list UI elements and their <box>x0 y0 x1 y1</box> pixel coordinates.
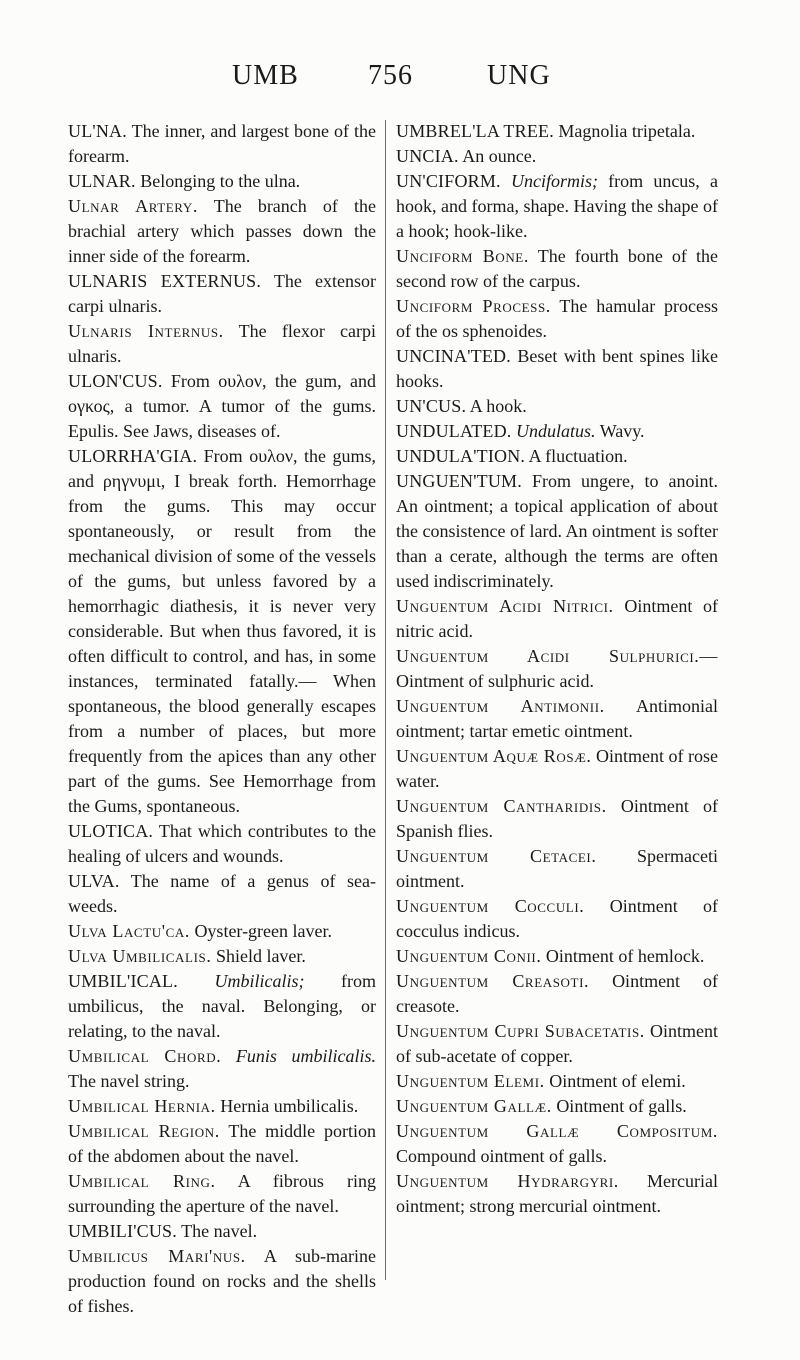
entry-headword: UMBIL'ICAL. <box>68 971 178 991</box>
entry-headword: Ulnaris Internus. <box>68 321 224 341</box>
entry-definition: Spermaceti ointment. <box>396 846 719 891</box>
entry-definition: Beset with bent spines like hooks. <box>396 346 718 391</box>
dictionary-entry <box>396 969 718 1019</box>
left-column <box>68 119 376 1319</box>
entry-headword: UNDULATED. <box>396 421 512 441</box>
entry-definition: Ointment of rose water. <box>396 746 719 791</box>
right-column <box>396 119 718 1219</box>
entry-definition: The name of a genus of sea-weeds. <box>68 871 376 916</box>
dictionary-entry <box>68 1094 376 1119</box>
entry-definition: Ointment of nitric acid. <box>396 596 718 641</box>
dictionary-entry <box>68 819 376 869</box>
dictionary-entry <box>396 294 718 344</box>
entry-definition: The extensor carpi ulnaris. <box>68 271 376 316</box>
dictionary-entry <box>396 469 718 594</box>
dictionary-entry <box>68 119 376 169</box>
dictionary-entry <box>396 1019 718 1069</box>
entry-definition: Ointment of galls. <box>556 1096 687 1116</box>
entry-headword: ULVA. <box>68 871 120 891</box>
dictionary-entry <box>396 944 718 969</box>
entry-headword: Unguentum Gallæ Compositum. <box>396 1121 718 1141</box>
dictionary-entry <box>396 1119 718 1169</box>
entry-definition: The navel. <box>181 1221 258 1241</box>
dictionary-entry <box>396 1069 718 1094</box>
entry-headword: Umbilical Chord. <box>68 1046 222 1066</box>
entry-headword: Umbilicus Mari'nus. <box>68 1246 246 1266</box>
entry-definition: Ointment of hemlock. <box>545 946 705 966</box>
dictionary-entry <box>68 969 376 1044</box>
entry-headword: Ulnar Artery. <box>68 196 198 216</box>
entry-headword: Unguentum Cupri Subacetatis. <box>396 1021 645 1041</box>
entry-definition: Ointment of elemi. <box>549 1071 686 1091</box>
entry-headword: Umbilical Ring. <box>68 1171 216 1191</box>
dictionary-entry <box>396 644 718 694</box>
entry-definition: Ointment of Spanish flies. <box>396 796 718 841</box>
entry-definition: from uncus, a hook, and forma, shape. Having the shape of a hook; hook-like. <box>396 171 718 241</box>
dictionary-entry <box>68 319 376 369</box>
entry-headword: ULON'CUS. <box>68 371 163 391</box>
dictionary-entry <box>396 594 718 644</box>
entry-definition: A fluctuation. <box>528 446 628 466</box>
entry-definition: From ουλον, the gums, and ρηγνυμι, I break forth. Hemorrhage from the gums. This may occur spontaneously, or result from the mechanical division of some of the vessels of the gums, but unless favored by a hemorrhagic diathesis, it is never very considerable. But when thus favored, it is often difficult to control, and has, in some instances, terminated fatally.— When spontaneous, the blood generally escapes from a number of places, but more frequently from the apices than any other part of the gums. See Hemorrhage from the Gums, spontaneous. <box>68 446 377 816</box>
entry-definition: Antimonial ointment; tartar emetic ointment. <box>396 696 718 741</box>
entry-definition: The fourth bone of the second row of the carpus. <box>396 246 718 291</box>
entry-headword: Unguentum Gallæ. <box>396 1096 552 1116</box>
entry-headword: UN'CUS. <box>396 396 467 416</box>
entry-headword: Ulva Lactu'ca. <box>68 921 190 941</box>
dictionary-entry <box>396 119 718 144</box>
entry-definition: The hamular process of the os sphenoides. <box>396 296 718 341</box>
entry-headword: ULOTICA. <box>68 821 154 841</box>
entry-definition: Wavy. <box>599 421 645 441</box>
entry-headword: Unguentum Acidi Nitrici. <box>396 596 614 616</box>
header-right-guide-word: UNG <box>487 60 551 91</box>
entry-headword: Umbilical Region. <box>68 1121 220 1141</box>
entry-latin-term: Unciformis; <box>510 171 598 191</box>
dictionary-entry <box>396 1169 718 1219</box>
dictionary-entry <box>396 744 718 794</box>
header-left-guide-word: UMB <box>232 60 299 91</box>
dictionary-entry <box>396 169 718 244</box>
entry-definition: Compound ointment of galls. <box>396 1146 607 1166</box>
entry-headword: Umbilical Hernia. <box>68 1096 216 1116</box>
dictionary-entry <box>68 1244 376 1319</box>
entry-headword: UMBREL'LA TREE. <box>396 121 554 141</box>
entry-definition: The branch of the brachial artery which passes down the inner side of the forearm. <box>68 196 376 266</box>
entry-headword: UNDULA'TION. <box>396 446 526 466</box>
entry-definition: Mercurial ointment; strong mercurial ointment. <box>396 1171 719 1216</box>
entry-definition: Magnolia tripetala. <box>558 121 696 141</box>
entry-definition: Oyster-green laver. <box>194 921 333 941</box>
dictionary-entry <box>396 144 718 169</box>
dictionary-entry <box>396 244 718 294</box>
dictionary-entry <box>68 1169 376 1219</box>
entry-headword: Unciform Process. <box>396 296 551 316</box>
entry-headword: UNGUEN'TUM. <box>396 471 522 491</box>
entry-definition: The middle portion of the abdomen about the navel. <box>68 1121 376 1166</box>
dictionary-entry <box>68 444 376 819</box>
entry-definition: from umbilicus, the naval. Belonging, or relating, to the naval. <box>68 971 376 1041</box>
dictionary-entry <box>396 844 718 894</box>
entry-headword: Unguentum Conii. <box>396 946 542 966</box>
dictionary-entry <box>396 444 718 469</box>
entry-headword: UMBILI'CUS. <box>68 1221 177 1241</box>
entry-headword: Unguentum Cetacei. <box>396 846 597 866</box>
entry-latin-term: Undulatus. <box>515 421 596 441</box>
entry-headword: ULNAR. <box>68 171 136 191</box>
entry-headword: Unguentum Aquæ Rosæ. <box>396 746 592 766</box>
entry-definition: An ounce. <box>462 146 537 166</box>
dictionary-entry <box>396 419 718 444</box>
dictionary-entry <box>68 194 376 269</box>
dictionary-entry <box>396 694 718 744</box>
dictionary-entry <box>68 269 376 319</box>
entry-headword: ULORRHA'GIA. <box>68 446 198 466</box>
entry-definition: From ουλον, the gum, and ογκος, a tumor. A tumor of the gums. Epulis. See Jaws, diseases of. <box>68 371 377 441</box>
page-number: 756 <box>368 60 413 91</box>
entry-definition: A hook. <box>469 396 527 416</box>
dictionary-entry <box>68 919 376 944</box>
entry-definition: Ointment of creasote. <box>396 971 718 1016</box>
entry-headword: ULNARIS EXTERNUS. <box>68 271 262 291</box>
entry-latin-term: Funis umbilicalis. <box>235 1046 376 1066</box>
dictionary-entry <box>68 169 376 194</box>
entry-headword: UL'NA. <box>68 121 127 141</box>
dictionary-entry <box>396 344 718 394</box>
page-header <box>0 60 800 96</box>
entry-headword: Unguentum Acidi Sulphurici.— <box>396 646 718 666</box>
entry-definition: Ointment of sub-acetate of copper. <box>396 1021 718 1066</box>
dictionary-entry <box>68 944 376 969</box>
entry-headword: Unguentum Elemi. <box>396 1071 545 1091</box>
dictionary-entry <box>396 894 718 944</box>
entry-headword: UNCIA. <box>396 146 459 166</box>
entry-definition: That which contributes to the healing of ulcers and wounds. <box>68 821 376 866</box>
entry-headword: Unguentum Hydrargyri. <box>396 1171 619 1191</box>
entry-headword: Unciform Bone. <box>396 246 529 266</box>
entry-headword: Unguentum Creasoti. <box>396 971 590 991</box>
entry-definition: Ointment of cocculus indicus. <box>396 896 718 941</box>
dictionary-entry <box>68 1044 376 1094</box>
dictionary-entry <box>396 1094 718 1119</box>
entry-definition: A fibrous ring surrounding the aperture of the navel. <box>68 1171 376 1216</box>
entry-headword: UN'CIFORM. <box>396 171 501 191</box>
dictionary-entry <box>68 1119 376 1169</box>
entry-headword: Ulva Umbilicalis. <box>68 946 212 966</box>
entry-headword: Unguentum Cantharidis. <box>396 796 607 816</box>
entry-headword: Unguentum Cocculi. <box>396 896 585 916</box>
entry-headword: UNCINA'TED. <box>396 346 511 366</box>
dictionary-entry <box>396 794 718 844</box>
dictionary-entry <box>68 369 376 444</box>
entry-definition: The navel string. <box>68 1071 190 1091</box>
entry-definition: From ungere, to anoint. An ointment; a topical application of about the consistence of lard. An ointment is softer than a cerate, although the terms are often used indiscriminately. <box>396 471 718 591</box>
entry-definition: Belonging to the ulna. <box>140 171 301 191</box>
dictionary-entry <box>68 869 376 919</box>
dictionary-entry <box>68 1219 376 1244</box>
column-divider <box>385 120 386 1280</box>
entry-definition: Hernia umbilicalis. <box>220 1096 359 1116</box>
entry-definition: The inner, and largest bone of the forearm. <box>68 121 376 166</box>
entry-definition: Ointment of sulphuric acid. <box>396 671 594 691</box>
dictionary-entry <box>396 394 718 419</box>
entry-latin-term: Umbilicalis; <box>214 971 305 991</box>
entry-definition: Shield laver. <box>215 946 306 966</box>
entry-definition: The flexor carpi ulnaris. <box>68 321 376 366</box>
entry-definition: A sub-marine production found on rocks and the shells of fishes. <box>68 1246 376 1316</box>
entry-headword: Unguentum Antimonii. <box>396 696 605 716</box>
